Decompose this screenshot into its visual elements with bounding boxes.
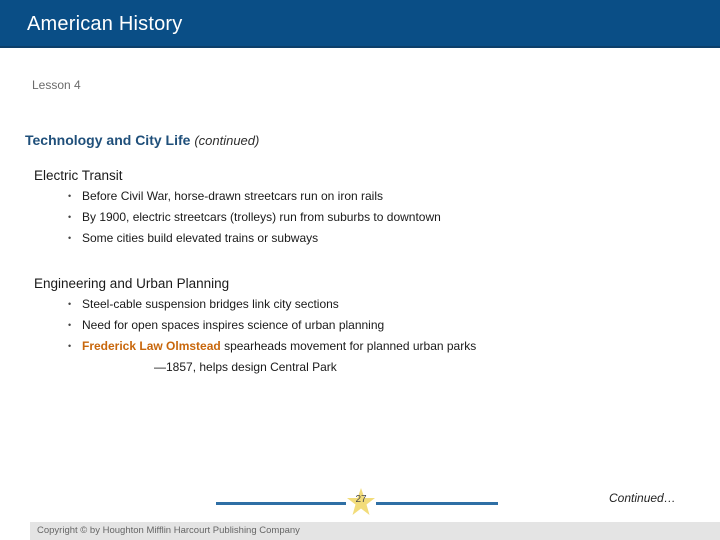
bullet-icon: • (68, 341, 72, 351)
list-item (68, 228, 441, 249)
bullet-text: spearheads movement for planned urban parks (220, 339, 477, 353)
bullet-icon: • (68, 233, 72, 243)
bullet-text: Steel-cable suspension bridges link city sections (82, 297, 339, 311)
bullet-text: Before Civil War, horse-drawn streetcars run on iron rails (82, 189, 383, 203)
bullet-icon: • (68, 299, 72, 309)
urban-planning-block (34, 276, 476, 377)
continued-label: Continued… (609, 491, 676, 505)
list-item (68, 315, 476, 336)
course-title: American History (27, 13, 183, 35)
bullet-text: Need for open spaces inspires science of urban planning (82, 318, 385, 332)
lesson-label: Lesson 4 (32, 78, 81, 92)
bullet-icon: • (68, 212, 72, 222)
bullet-icon: • (68, 191, 72, 201)
bullet-list (34, 186, 441, 249)
sub-point: —1857, helps design Central Park (154, 360, 337, 374)
header-bar (0, 0, 720, 48)
bullet-text: Some cities build elevated trains or subways (82, 231, 319, 245)
electric-transit-block (34, 168, 441, 249)
list-item (68, 336, 476, 357)
block-heading: Engineering and Urban Planning (34, 276, 230, 291)
bullet-icon: • (68, 320, 72, 330)
list-item (68, 294, 476, 315)
section-title-main: Technology and City Life (25, 132, 191, 148)
copyright-text: Copyright © by Houghton Mifflin Harcourt Publishing Company (37, 525, 300, 536)
footer-divider-left (216, 502, 346, 505)
section-title-sub: (continued) (194, 133, 260, 148)
bullet-text: By 1900, electric streetcars (trolleys) run from suburbs to downtown (82, 210, 441, 224)
list-item (68, 186, 441, 207)
block-heading: Electric Transit (34, 168, 123, 183)
page-number: 27 (355, 494, 367, 505)
highlighted-name: Frederick Law Olmstead (82, 339, 221, 353)
section-title (25, 132, 259, 148)
list-item (68, 207, 441, 228)
footer-divider-right (376, 502, 498, 505)
bullet-list (34, 294, 476, 357)
